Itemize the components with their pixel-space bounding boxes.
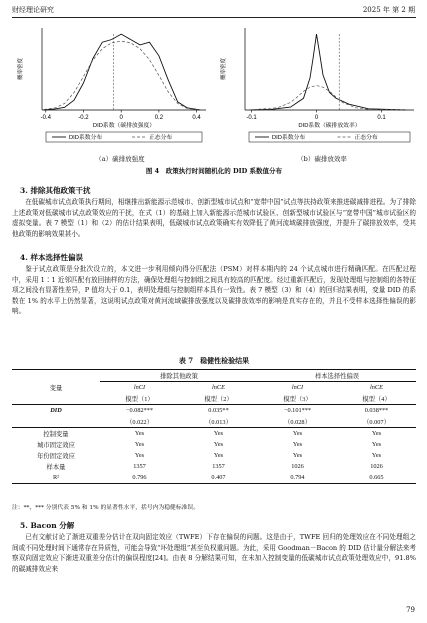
x-tick-label: -0.4 xyxy=(40,115,51,121)
cell: 1357 xyxy=(133,463,146,470)
group-header-2: 样本选择性偏误 xyxy=(258,370,416,382)
group-header-1: 排除其他政策 xyxy=(100,370,258,382)
cell: 0.038*** xyxy=(364,407,389,414)
legend-label: 正态分布 xyxy=(354,135,378,142)
row-label: 年份固定效应 xyxy=(37,453,75,460)
section-3-body: 在低碳城市试点政策执行期间，相继推出新能源示范城市、创新型城市试点和“宽带中国”试点等扶持政策来推进碳减排进程。为了排除上述政策对低碳城市试点政策效应的干扰，在式（1）的基础上加入新能源示范城市试验区、创新型城市试验区与“宽带中国”城市试验区的虚拟变量。表 7 模型（1）和（2）的估计结果表明，低碳城市试点政策确实有效降低了黄河流域碳排放强度，并提升了碳排放效率，受其他政策的影响效果甚小。 xyxy=(12,198,416,238)
section-3-heading: 3. 排除其他政策干扰 xyxy=(20,186,91,195)
col-header: lnCE xyxy=(370,384,383,391)
cell: 1357 xyxy=(212,463,225,470)
x-tick-label: 0 xyxy=(314,115,319,121)
cell: −0.082*** xyxy=(125,407,154,414)
x-tick-label: 0.1 xyxy=(377,115,386,121)
cell: −0.101*** xyxy=(283,407,312,414)
section-5-heading: 5. Bacon 分解 xyxy=(20,521,75,530)
density-chart-emission-efficiency xyxy=(215,24,420,152)
table-note: 注：**、*** 分别代表 5% 和 1% 的显著性水平，括号内为稳健标准误。 xyxy=(12,505,200,511)
table-row xyxy=(12,439,416,450)
table-row xyxy=(12,428,416,440)
table-row xyxy=(12,472,416,484)
col-header: lnCI xyxy=(133,384,146,391)
legend-label: DID系数分布 xyxy=(272,135,306,142)
model-header: 模型（4） xyxy=(362,396,391,403)
x-tick-label: 0.2 xyxy=(154,115,164,121)
journal-name: 财经理论研究 xyxy=(12,6,54,14)
x-tick-label: -0.1 xyxy=(246,115,257,121)
cell: 0.665 xyxy=(369,474,384,481)
x-axis-label: DID系数（碳排放效率） xyxy=(298,123,361,129)
row-label: 城市固定效应 xyxy=(37,442,75,449)
header-rule xyxy=(12,17,416,18)
cell: Yes xyxy=(213,430,224,437)
cell: Yes xyxy=(371,441,382,448)
robustness-table xyxy=(12,369,416,484)
row-label: 样本量 xyxy=(46,464,66,471)
cell: 0.794 xyxy=(290,474,305,481)
table-row xyxy=(12,450,416,461)
legend-label: DID系数分布 xyxy=(69,135,103,142)
var-header: 变量 xyxy=(49,384,63,392)
cell: Yes xyxy=(213,441,224,448)
model-header: 模型（1） xyxy=(125,396,154,403)
cell: （0.007） xyxy=(363,419,390,426)
row-label: DID xyxy=(50,407,62,414)
row-label: 控制变量 xyxy=(43,431,69,438)
table-row xyxy=(12,416,416,428)
y-axis-label: 概率密度 xyxy=(221,57,227,81)
cell: 1026 xyxy=(370,463,383,470)
cell: 1026 xyxy=(291,463,304,470)
y-axis-label: 概率密度 xyxy=(18,57,24,81)
panel-b-caption: （b）碳排放效率 xyxy=(297,155,347,163)
col-header: lnCE xyxy=(212,384,225,391)
cell: 0.796 xyxy=(132,474,147,481)
table-row xyxy=(12,461,416,472)
cell: Yes xyxy=(134,452,145,459)
cell: Yes xyxy=(292,430,303,437)
cell: （0.022） xyxy=(126,419,153,426)
col-header: lnCI xyxy=(291,384,304,391)
cell: 0.407 xyxy=(211,474,226,481)
section-5-body: 已有文献讨论了渐进双重差分估计在双向固定效应（TWFE）下存在偏误的问题。这是由于，TWFE 回归的处理效应在不同处理组之间或不同处理时间下通常存在异质性，可能会导致“坏处理组”甚至负权重问题。为此，采用 Goodman－Bacon 的 DID 估计量分解法来考察双向固定效应下渐进双重差分估计的偏误程度[24]。由表 8 分解结果可知，在未加入控制变量的低碳城市试点政策处理效应中，91.8% 的碳减排效应来 xyxy=(12,533,416,573)
cell: Yes xyxy=(134,441,145,448)
cell: Yes xyxy=(292,452,303,459)
cell: 0.035** xyxy=(208,407,229,414)
cell: Yes xyxy=(371,430,382,437)
section-4-heading: 4. 样本选择性偏误 xyxy=(20,253,83,262)
figure-title: 图 4 政策执行时间随机化的 DID 系数值分布 xyxy=(145,167,283,175)
panel-a-caption: （a）碳排放强度 xyxy=(95,155,145,163)
table-row xyxy=(12,405,416,417)
cell: （0.013） xyxy=(205,419,232,426)
cell: Yes xyxy=(371,452,382,459)
density-chart-emission-intensity xyxy=(12,24,212,152)
section-4-body: 鉴于试点政策是分批次设立的，本文进一步利用倾向得分匹配法（PSM）对样本期内的 24 个试点城市进行精确匹配。在匹配过程中，采用 1∶1 近邻匹配有放回抽样的方法，确保处理组与控制组之间具有较高的匹配度。经过重新匹配后，发现处理组与控制组的各特征项之间没有显著性差异，P 值均大于 0.1，表明处理组与控制组样本具有一致性。表 7 模型（3）和（4）的回归结果表明，变量 DID 的系数在 1% 的水平上仍然显著，这说明试点政策对黄河流域碳排放强度以及碳排放效率的影响是真实存在的，并且不受样本选择性偏误的影响。 xyxy=(12,265,416,316)
cell: （0.028） xyxy=(284,419,311,426)
cell: Yes xyxy=(134,430,145,437)
x-tick-label: -0.2 xyxy=(78,115,89,121)
did-distribution-line xyxy=(248,34,407,110)
x-tick-label: 0.4 xyxy=(192,115,201,121)
issue-label: 2025 年 第 2 期 xyxy=(362,6,415,14)
did-distribution-line xyxy=(44,34,200,110)
page-number: 79 xyxy=(406,606,415,614)
model-header: 模型（3） xyxy=(283,396,312,403)
legend-label: 正态分布 xyxy=(149,135,173,142)
cell: Yes xyxy=(213,452,224,459)
row-label xyxy=(12,416,100,428)
row-label: R² xyxy=(52,474,60,481)
model-header: 模型（2） xyxy=(204,396,233,403)
x-tick-label: 0 xyxy=(119,115,123,121)
table-title: 表 7 稳健性检验结果 xyxy=(178,356,250,365)
x-axis-label: DID系数（碳排放强度） xyxy=(92,123,156,129)
cell: Yes xyxy=(292,441,303,448)
